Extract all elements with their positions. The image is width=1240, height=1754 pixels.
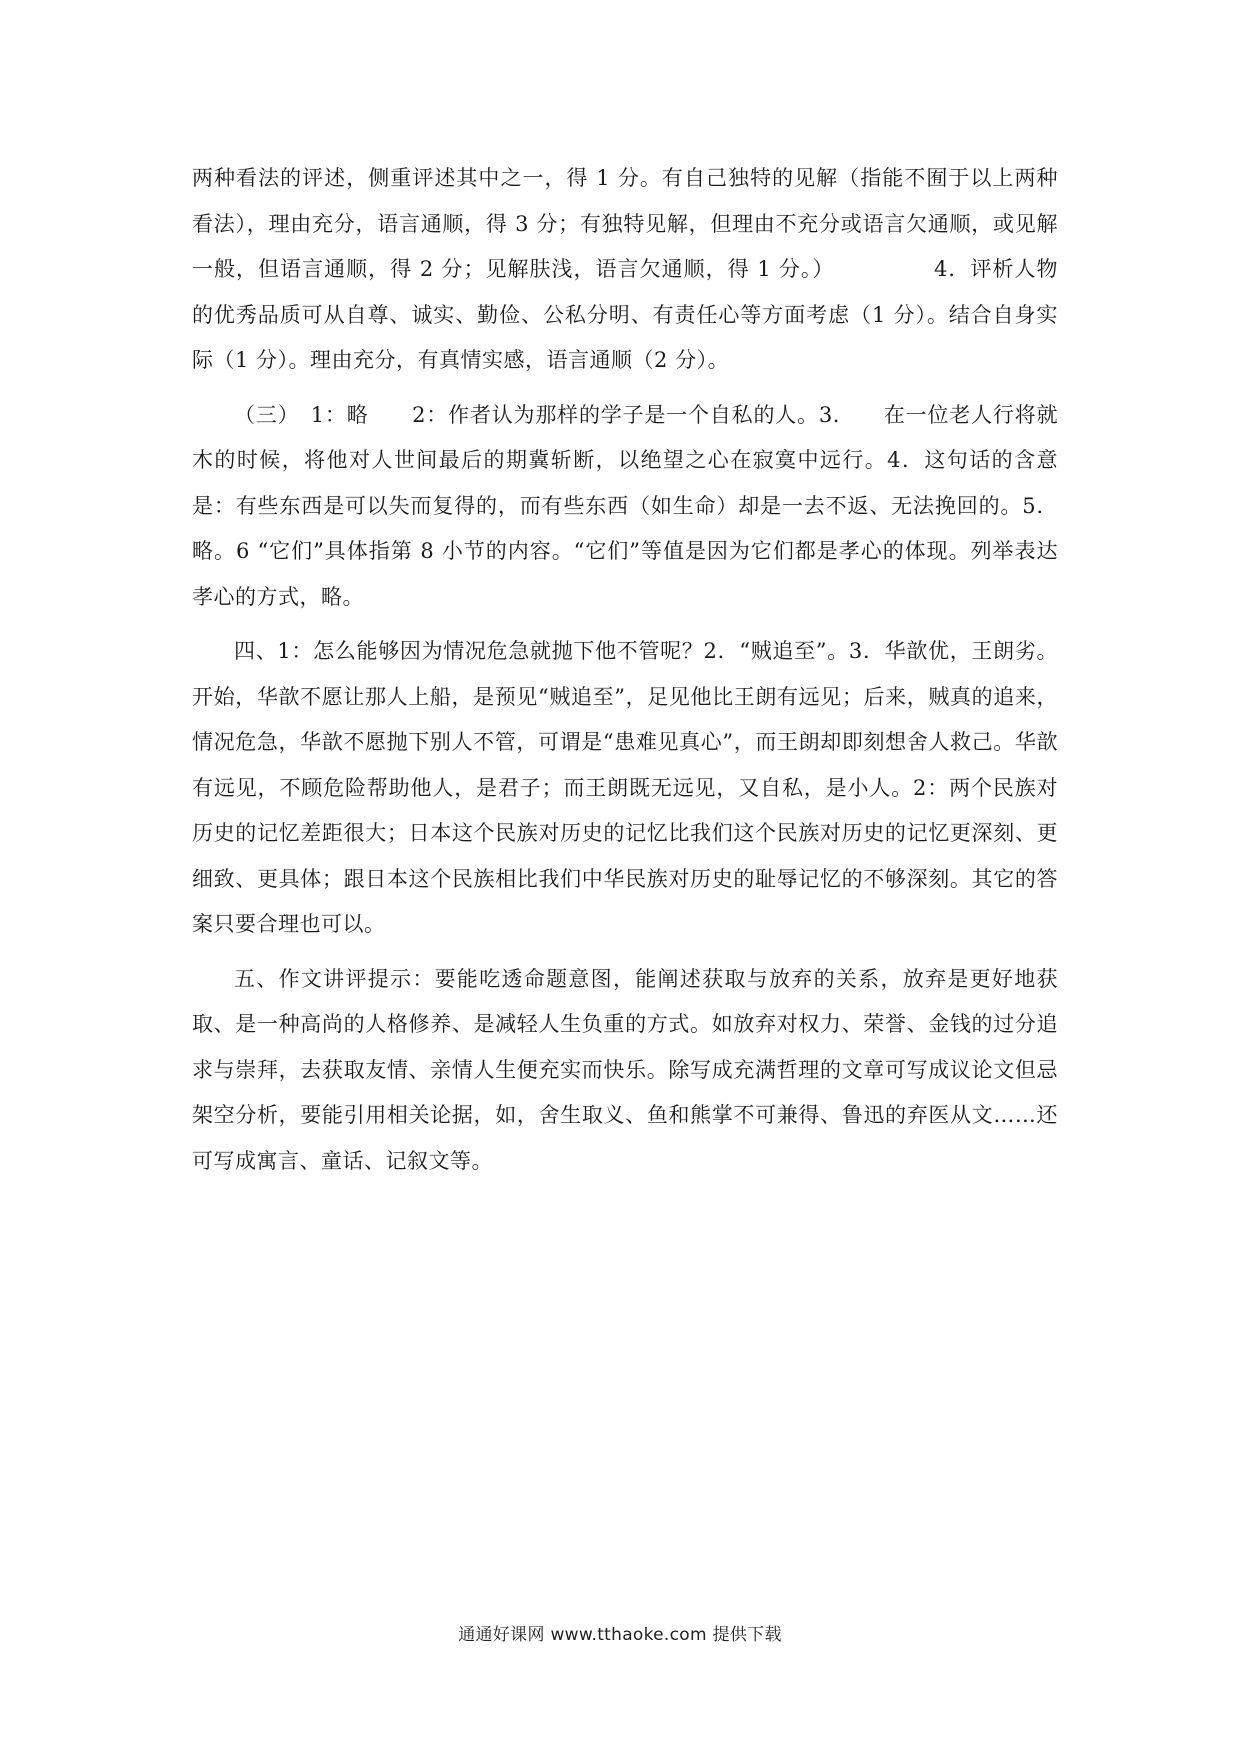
paragraph-section-four: 四、1：怎么能够因为情况危急就抛下他不管呢？2．“贼追至”。3．华歆优，王朗劣。开始，华歆不愿让那人上船，是预见“贼追至”，足见他比王朗有远见；后来，贼真的追来，情况危急，华歆不愿抛下别人不管，可谓是“患难见真心”，而王朗却即刻想舍人救己。华歆有远见，不顾危险帮助他人，是君子；而王朗既无远见，又自私，是小人。2：两个民族对历史的记忆差距很大；日本这个民族对历史的记忆比我们这个民族对历史的记忆更深刻、更细致、更具体；跟日本这个民族相比我们中华民族对历史的耻辱记忆的不够深刻。其它的答案只要合理也可以。 xyxy=(192,639,1058,936)
paragraph-section-five: 五、作文讲评提示：要能吃透命题意图，能阐述获取与放弃的关系，放弃是更好地获取、是一种高尚的人格修养、是减轻人生负重的方式。如放弃对权力、荣誉、金钱的过分追求与崇拜，去获取友情、亲情人生便充实而快乐。除写成充满哲理的文章可写成议论文但忌架空分析，要能引用相关论据，如，舍生取义、鱼和熊掌不可兼得、鲁迅的弃医从文……还可写成寓言、童话、记叙文等。 xyxy=(192,966,1058,1173)
paragraph-section-three: （三） 1：略 2：作者认为那样的学子是一个自私的人。3. 在一位老人行将就木的时候，将他对人世间最后的期冀斩断，以绝望之心在寂寞中远行。4．这句话的含意是：有些东西是可以失而复得的，而有些东西（如生命）却是一去不返、无法挽回的。5．略。6 “它们”具体指第 8 小节的内容。“它们”等值是因为它们都是孝心的体现。列举表达孝心的方式，略。 xyxy=(192,402,1058,609)
answer-key-body xyxy=(192,156,1058,1184)
paragraph-scoring-notes: 两种看法的评述，侧重评述其中之一，得 1 分。有自己独特的见解（指能不囿于以上两种看法），理由充分，语言通顺，得 3 分；有独特见解，但理由不充分或语言欠通顺，或见解一般，但语言通顺，得 2 分；见解肤浅，语言欠通顺，得 1 分。） 4．评析人物的优秀品质可从自尊、诚实、勤俭、公私分明、有责任心等方面考虑（1 分）。结合自身实际（1 分）。理由充分，有真情实感，语言通顺（2 分）。 xyxy=(192,166,1058,372)
page-footer: 通通好课网 www.tthaoke.com 提供下载 xyxy=(458,1625,782,1645)
